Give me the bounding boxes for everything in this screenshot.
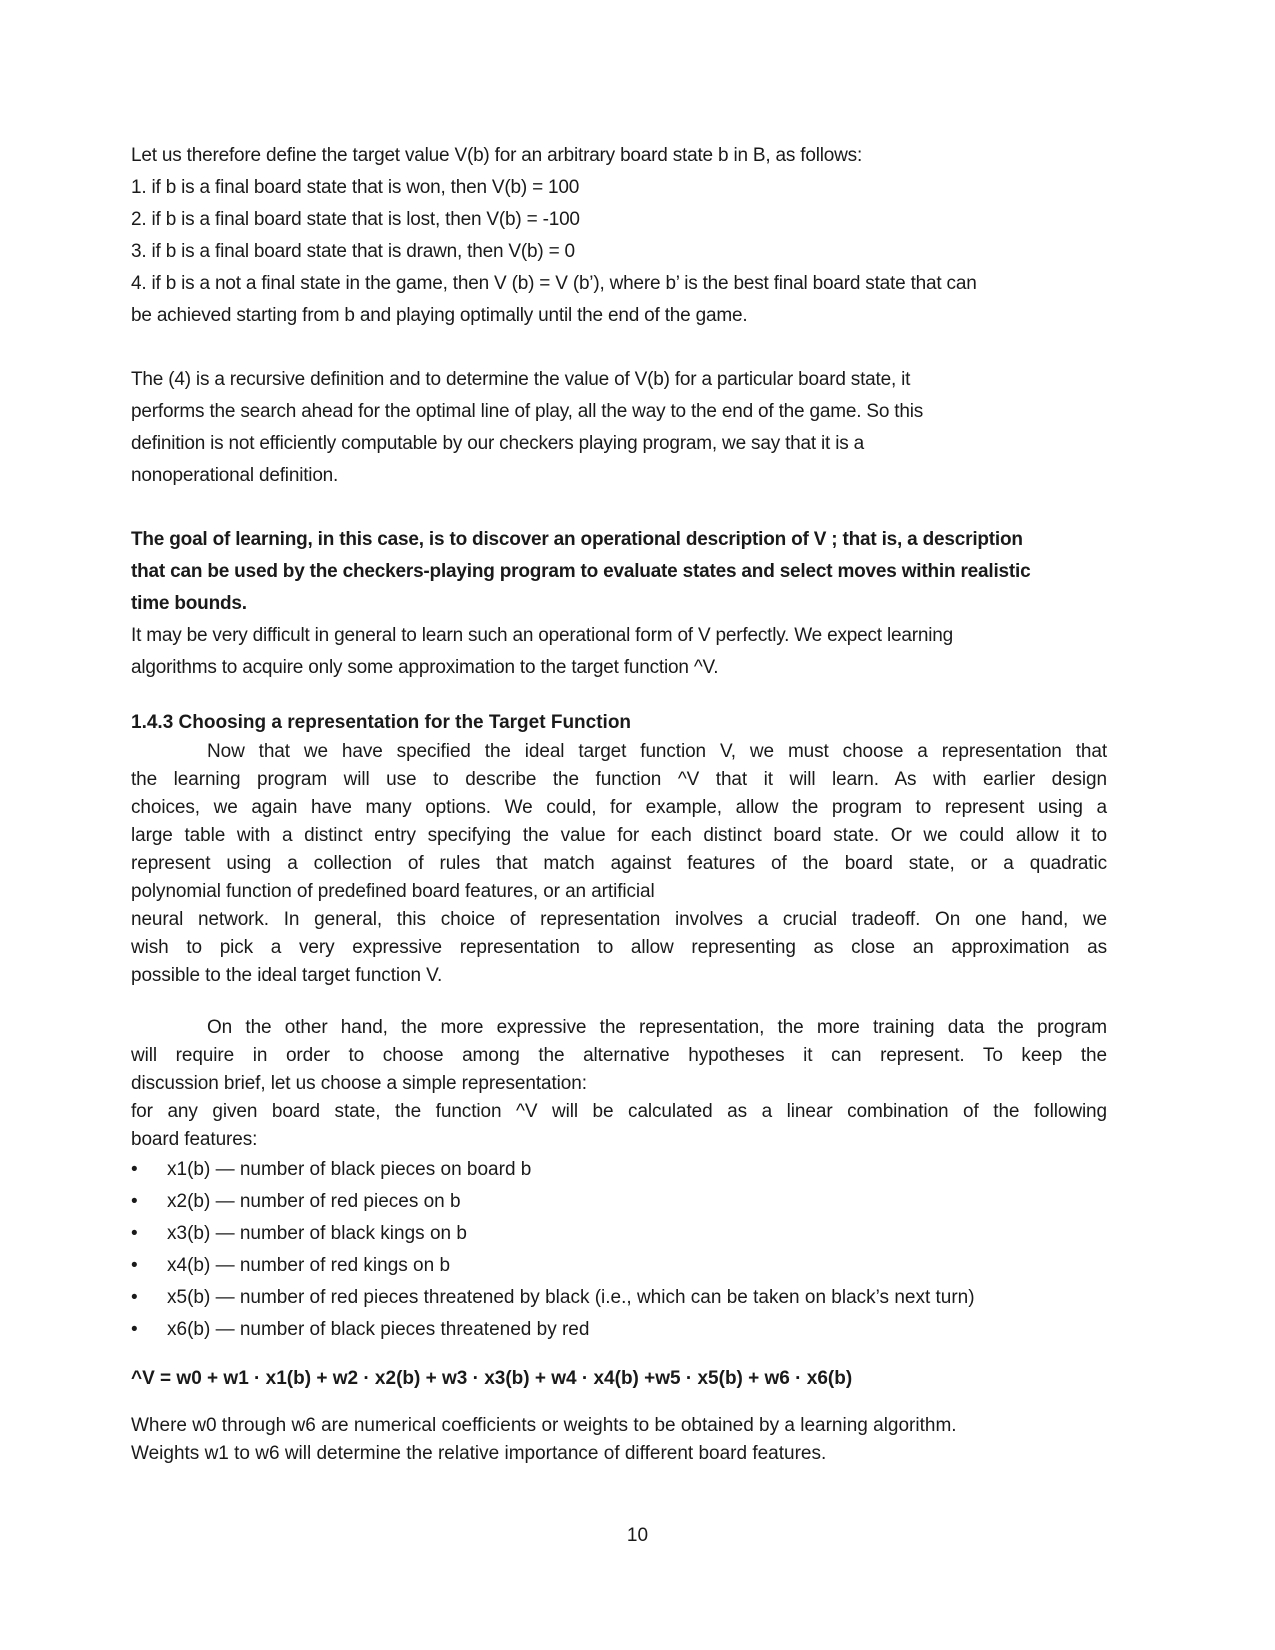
paragraph-line: It may be very difficult in general to learn such an operational form of V perfectly. We expect learning — [131, 625, 953, 646]
rule-2: 2. if b is a final board state that is lost, then V(b) = -100 — [131, 209, 580, 230]
rule-3: 3. if b is a final board state that is drawn, then V(b) = 0 — [131, 241, 575, 262]
paragraph-line: The (4) is a recursive definition and to determine the value of V(b) for a particular board state, it — [131, 369, 911, 390]
list-item — [131, 1314, 1107, 1346]
paragraph-line: board features: — [131, 1129, 258, 1150]
paragraph-line: possible to the ideal target function V. — [131, 965, 443, 986]
feature-list — [131, 1154, 1107, 1346]
bullet-icon: • — [131, 1319, 138, 1340]
rule-4: 4. if b is a not a final state in the game, then V (b) = V (b’), where b’ is the best final board state that can — [131, 273, 977, 294]
paragraph-line: time bounds. — [131, 593, 247, 614]
bullet-icon: • — [131, 1255, 138, 1276]
paragraph-line: will require in order to choose among the alternative hypotheses it can represent. To keep the — [131, 1045, 1107, 1066]
paragraph-line: definition is not efficiently computable by our checkers playing program, we say that it is a — [131, 433, 864, 454]
paragraph-line: Where w0 through w6 are numerical coefficients or weights to be obtained by a learning algorithm. — [131, 1415, 957, 1436]
feature-text: x3(b) — number of black kings on b — [167, 1223, 467, 1244]
section-heading: 1.4.3 Choosing a representation for the Target Function — [131, 712, 632, 733]
list-item — [131, 1250, 1107, 1282]
feature-text: x6(b) — number of black pieces threatened by red — [167, 1319, 590, 1340]
paragraph-line: choices, we again have many options. We could, for example, allow the program to represent using a — [131, 797, 1107, 818]
list-item — [131, 1186, 1107, 1218]
learning-goal-paragraph — [131, 524, 1107, 620]
intro-text: Let us therefore define the target value V(b) for an arbitrary board state b in B, as follows: — [131, 145, 863, 166]
paragraph-line: Weights w1 to w6 will determine the relative importance of different board features. — [131, 1443, 827, 1464]
paragraph-line: neural network. In general, this choice of representation involves a crucial tradeoff. On one hand, we — [131, 909, 1107, 930]
recursive-definition-paragraph — [131, 364, 1107, 492]
paragraph-line: Now that we have specified the ideal target function V, we must choose a representation that — [207, 741, 1107, 762]
representation-paragraph — [131, 738, 1107, 990]
paragraph-line: wish to pick a very expressive representation to allow representing as close an approximation as — [131, 937, 1107, 958]
other-hand-paragraph — [131, 1014, 1107, 1154]
paragraph-line: that can be used by the checkers-playing program to evaluate states and select moves within realistic — [131, 561, 1031, 582]
paragraph-line: nonoperational definition. — [131, 465, 339, 486]
document-page — [131, 140, 1107, 1468]
paragraph-line: performs the search ahead for the optimal line of play, all the way to the end of the game. So this — [131, 401, 924, 422]
rule-1: 1. if b is a final board state that is won, then V(b) = 100 — [131, 177, 580, 198]
paragraph-line: for any given board state, the function ^V will be calculated as a linear combination of the following — [131, 1101, 1107, 1122]
list-item — [131, 1282, 1107, 1314]
bullet-icon: • — [131, 1223, 138, 1244]
paragraph-line: large table with a distinct entry specifying the value for each distinct board state. Or we could allow it to — [131, 825, 1107, 846]
paragraph-line: The goal of learning, in this case, is to discover an operational description of V ; that is, a description — [131, 529, 1023, 550]
page-number: 10 — [626, 1525, 649, 1546]
paragraph-line: polynomial function of predefined board features, or an artificial — [131, 881, 655, 902]
feature-text: x4(b) — number of red kings on b — [167, 1255, 451, 1276]
bullet-icon: • — [131, 1191, 138, 1212]
paragraph-line: represent using a collection of rules that match against features of the board state, or a quadratic — [131, 853, 1107, 874]
weights-paragraph — [131, 1412, 1107, 1468]
list-item — [131, 1154, 1107, 1186]
feature-text: x2(b) — number of red pieces on b — [167, 1191, 461, 1212]
paragraph-line: On the other hand, the more expressive the representation, the more training data the program — [207, 1017, 1107, 1038]
paragraph-line: algorithms to acquire only some approximation to the target function ^V. — [131, 657, 719, 678]
list-item — [131, 1218, 1107, 1250]
feature-text: x1(b) — number of black pieces on board b — [167, 1159, 532, 1180]
linear-formula: ^V = w0 + w1 · x1(b) + w2 · x2(b) + w3 · x3(b) + w4 · x4(b) +w5 · x5(b) + w6 · x6(b) — [131, 1368, 853, 1389]
rule-4-continued: be achieved starting from b and playing optimally until the end of the game. — [131, 305, 748, 326]
feature-text: x5(b) — number of red pieces threatened by black (i.e., which can be taken on black’s next turn) — [167, 1287, 975, 1308]
paragraph-line: the learning program will use to describe the function ^V that it will learn. As with earlier design — [131, 769, 1107, 790]
paragraph-line: discussion brief, let us choose a simple representation: — [131, 1073, 587, 1094]
bullet-icon: • — [131, 1159, 138, 1180]
approximation-paragraph — [131, 620, 1107, 684]
bullet-icon: • — [131, 1287, 138, 1308]
